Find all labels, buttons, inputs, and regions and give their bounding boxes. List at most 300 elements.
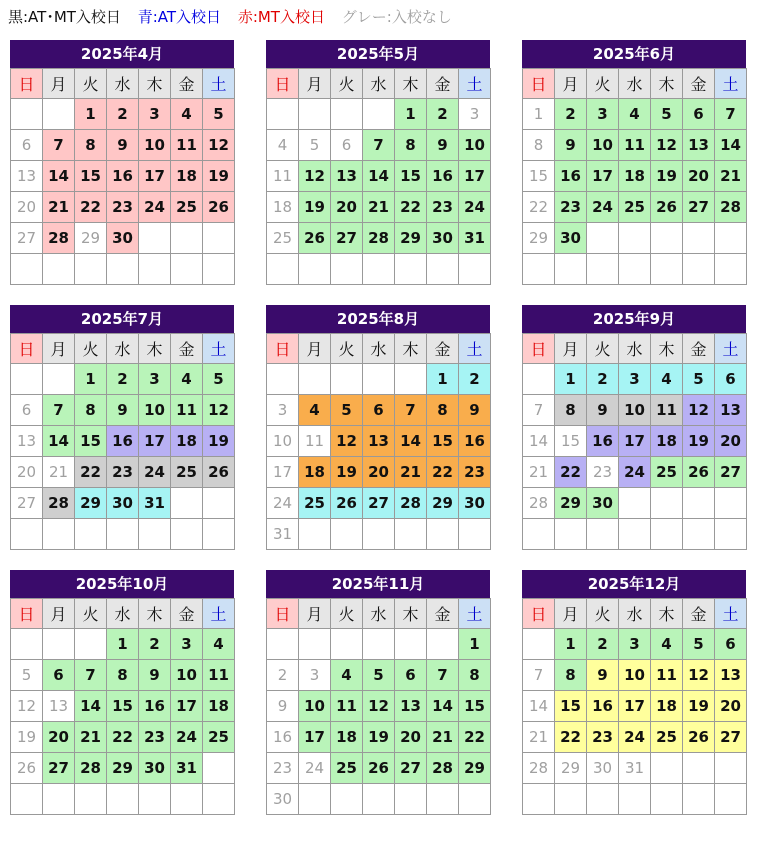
weekday-header: 木 (651, 69, 683, 99)
weekday-header: 日 (11, 334, 43, 364)
day-cell: 2 (587, 364, 619, 395)
day-cell: 19 (651, 161, 683, 192)
day-cell: 14 (75, 691, 107, 722)
empty-cell (395, 784, 427, 815)
day-cell: 25 (203, 722, 235, 753)
day-cell: 30 (107, 488, 139, 519)
day-cell: 8 (75, 395, 107, 426)
day-cell: 28 (363, 223, 395, 254)
day-cell: 15 (75, 426, 107, 457)
day-cell: 9 (107, 130, 139, 161)
day-cell: 5 (683, 629, 715, 660)
day-cell: 27 (11, 488, 43, 519)
day-cell: 1 (75, 364, 107, 395)
empty-cell (651, 488, 683, 519)
empty-cell (331, 784, 363, 815)
empty-cell (75, 254, 107, 285)
day-cell: 19 (683, 426, 715, 457)
day-cell: 5 (299, 130, 331, 161)
day-cell: 25 (619, 192, 651, 223)
empty-cell (363, 99, 395, 130)
day-cell: 28 (427, 753, 459, 784)
day-cell: 31 (171, 753, 203, 784)
day-cell: 15 (555, 426, 587, 457)
day-cell: 13 (683, 130, 715, 161)
empty-cell (139, 784, 171, 815)
day-cell: 23 (107, 457, 139, 488)
day-cell: 2 (107, 364, 139, 395)
day-cell: 27 (363, 488, 395, 519)
weekday-header: 月 (43, 599, 75, 629)
day-cell: 28 (395, 488, 427, 519)
empty-cell (267, 629, 299, 660)
day-cell: 12 (651, 130, 683, 161)
empty-cell (11, 364, 43, 395)
day-cell: 3 (139, 364, 171, 395)
day-cell: 8 (523, 130, 555, 161)
empty-cell (299, 254, 331, 285)
empty-cell (171, 784, 203, 815)
day-cell: 28 (523, 488, 555, 519)
day-cell: 18 (651, 691, 683, 722)
day-cell: 30 (587, 488, 619, 519)
day-cell: 1 (395, 99, 427, 130)
month-title: 2025年4月 (10, 40, 234, 68)
day-cell: 13 (395, 691, 427, 722)
day-cell: 3 (171, 629, 203, 660)
day-cell: 7 (43, 395, 75, 426)
day-cell: 4 (299, 395, 331, 426)
weekday-header: 火 (75, 69, 107, 99)
empty-cell (331, 629, 363, 660)
weekday-header: 日 (523, 69, 555, 99)
day-cell: 24 (299, 753, 331, 784)
day-cell: 10 (299, 691, 331, 722)
day-cell: 27 (715, 722, 747, 753)
empty-cell (555, 784, 587, 815)
day-cell: 11 (619, 130, 651, 161)
day-cell: 3 (139, 99, 171, 130)
weekday-header: 火 (587, 69, 619, 99)
day-cell: 31 (139, 488, 171, 519)
weekday-header: 土 (459, 334, 491, 364)
weekday-header: 日 (267, 334, 299, 364)
day-cell: 30 (459, 488, 491, 519)
day-cell: 24 (139, 192, 171, 223)
empty-cell (715, 488, 747, 519)
month-table (522, 598, 747, 815)
empty-cell (203, 784, 235, 815)
day-cell: 20 (43, 722, 75, 753)
month-title: 2025年5月 (266, 40, 490, 68)
empty-cell (523, 784, 555, 815)
day-cell: 29 (427, 488, 459, 519)
day-cell: 7 (427, 660, 459, 691)
month-title: 2025年9月 (522, 305, 746, 333)
empty-cell (523, 629, 555, 660)
empty-cell (363, 254, 395, 285)
empty-cell (523, 519, 555, 550)
day-cell: 25 (171, 192, 203, 223)
day-cell: 2 (587, 629, 619, 660)
day-cell: 30 (555, 223, 587, 254)
day-cell: 23 (459, 457, 491, 488)
day-cell: 10 (619, 395, 651, 426)
weekday-header: 水 (363, 69, 395, 99)
weekday-header: 金 (427, 599, 459, 629)
day-cell: 10 (139, 395, 171, 426)
legend-mt: 赤:MT入校日 (237, 8, 325, 26)
empty-cell (203, 753, 235, 784)
weekday-header: 月 (43, 69, 75, 99)
empty-cell (619, 488, 651, 519)
day-cell: 9 (459, 395, 491, 426)
day-cell: 13 (11, 161, 43, 192)
empty-cell (459, 254, 491, 285)
day-cell: 23 (427, 192, 459, 223)
empty-cell (139, 519, 171, 550)
empty-cell (139, 223, 171, 254)
day-cell: 15 (427, 426, 459, 457)
empty-cell (43, 99, 75, 130)
empty-cell (651, 784, 683, 815)
empty-cell (363, 629, 395, 660)
month-table (10, 68, 235, 285)
weekday-header: 火 (75, 334, 107, 364)
day-cell: 12 (363, 691, 395, 722)
month-title: 2025年6月 (522, 40, 746, 68)
day-cell: 15 (75, 161, 107, 192)
day-cell: 4 (619, 99, 651, 130)
empty-cell (203, 488, 235, 519)
day-cell: 13 (43, 691, 75, 722)
weekday-header: 土 (715, 334, 747, 364)
day-cell: 26 (299, 223, 331, 254)
weekday-header: 月 (299, 69, 331, 99)
empty-cell (395, 519, 427, 550)
weekday-header: 金 (683, 334, 715, 364)
day-cell: 7 (523, 660, 555, 691)
empty-cell (299, 519, 331, 550)
month-table (266, 333, 491, 550)
empty-cell (683, 519, 715, 550)
weekday-header: 火 (587, 334, 619, 364)
weekday-header: 水 (619, 334, 651, 364)
empty-cell (683, 488, 715, 519)
day-cell: 17 (587, 161, 619, 192)
empty-cell (427, 784, 459, 815)
day-cell: 24 (171, 722, 203, 753)
empty-cell (299, 99, 331, 130)
day-cell: 22 (107, 722, 139, 753)
empty-cell (107, 254, 139, 285)
day-cell: 30 (587, 753, 619, 784)
month-table (522, 333, 747, 550)
day-cell: 12 (331, 426, 363, 457)
day-cell: 22 (555, 722, 587, 753)
day-cell: 11 (299, 426, 331, 457)
day-cell: 29 (555, 488, 587, 519)
day-cell: 9 (587, 395, 619, 426)
day-cell: 18 (171, 161, 203, 192)
day-cell: 13 (331, 161, 363, 192)
day-cell: 26 (203, 192, 235, 223)
weekday-header: 日 (267, 599, 299, 629)
month-calendar (10, 40, 234, 285)
day-cell: 7 (395, 395, 427, 426)
weekday-header: 木 (395, 69, 427, 99)
day-cell: 22 (75, 457, 107, 488)
day-cell: 23 (267, 753, 299, 784)
day-cell: 21 (715, 161, 747, 192)
day-cell: 12 (203, 130, 235, 161)
day-cell: 6 (43, 660, 75, 691)
day-cell: 2 (555, 99, 587, 130)
day-cell: 30 (139, 753, 171, 784)
weekday-header: 土 (459, 69, 491, 99)
day-cell: 27 (331, 223, 363, 254)
day-cell: 21 (395, 457, 427, 488)
weekday-header: 水 (107, 69, 139, 99)
day-cell: 21 (75, 722, 107, 753)
day-cell: 16 (267, 722, 299, 753)
day-cell: 16 (587, 691, 619, 722)
day-cell: 29 (107, 753, 139, 784)
empty-cell (11, 519, 43, 550)
day-cell: 6 (331, 130, 363, 161)
day-cell: 3 (619, 629, 651, 660)
empty-cell (203, 254, 235, 285)
day-cell: 9 (107, 395, 139, 426)
day-cell: 24 (587, 192, 619, 223)
day-cell: 11 (331, 691, 363, 722)
empty-cell (171, 254, 203, 285)
empty-cell (203, 519, 235, 550)
day-cell: 16 (139, 691, 171, 722)
empty-cell (587, 519, 619, 550)
day-cell: 4 (651, 629, 683, 660)
day-cell: 1 (459, 629, 491, 660)
empty-cell (43, 784, 75, 815)
day-cell: 7 (43, 130, 75, 161)
day-cell: 1 (107, 629, 139, 660)
day-cell: 11 (267, 161, 299, 192)
day-cell: 20 (715, 426, 747, 457)
day-cell: 22 (395, 192, 427, 223)
day-cell: 1 (523, 99, 555, 130)
day-cell: 15 (395, 161, 427, 192)
day-cell: 21 (43, 457, 75, 488)
day-cell: 17 (299, 722, 331, 753)
day-cell: 2 (107, 99, 139, 130)
empty-cell (619, 223, 651, 254)
weekday-header: 金 (683, 599, 715, 629)
weekday-header: 水 (107, 334, 139, 364)
weekday-header: 木 (651, 599, 683, 629)
day-cell: 14 (363, 161, 395, 192)
empty-cell (523, 254, 555, 285)
day-cell: 1 (555, 364, 587, 395)
day-cell: 15 (459, 691, 491, 722)
day-cell: 18 (331, 722, 363, 753)
day-cell: 24 (267, 488, 299, 519)
day-cell: 26 (651, 192, 683, 223)
empty-cell (683, 223, 715, 254)
day-cell: 31 (267, 519, 299, 550)
weekday-header: 火 (331, 334, 363, 364)
day-cell: 6 (363, 395, 395, 426)
weekday-header: 水 (619, 599, 651, 629)
month-table (266, 598, 491, 815)
legend (8, 5, 464, 29)
weekday-header: 木 (139, 599, 171, 629)
weekday-header: 金 (171, 334, 203, 364)
day-cell: 19 (363, 722, 395, 753)
day-cell: 21 (363, 192, 395, 223)
day-cell: 27 (395, 753, 427, 784)
day-cell: 26 (683, 457, 715, 488)
empty-cell (267, 254, 299, 285)
day-cell: 2 (427, 99, 459, 130)
day-cell: 4 (651, 364, 683, 395)
month-table (10, 333, 235, 550)
day-cell: 29 (75, 223, 107, 254)
day-cell: 17 (267, 457, 299, 488)
empty-cell (75, 784, 107, 815)
day-cell: 22 (459, 722, 491, 753)
empty-cell (619, 784, 651, 815)
day-cell: 1 (555, 629, 587, 660)
day-cell: 4 (171, 364, 203, 395)
empty-cell (395, 629, 427, 660)
day-cell: 23 (555, 192, 587, 223)
day-cell: 5 (651, 99, 683, 130)
weekday-header: 金 (171, 69, 203, 99)
day-cell: 17 (459, 161, 491, 192)
day-cell: 3 (299, 660, 331, 691)
day-cell: 12 (683, 395, 715, 426)
day-cell: 27 (683, 192, 715, 223)
weekday-header: 日 (11, 599, 43, 629)
empty-cell (587, 784, 619, 815)
day-cell: 23 (587, 457, 619, 488)
weekday-header: 月 (43, 334, 75, 364)
weekday-header: 日 (11, 69, 43, 99)
weekday-header: 日 (523, 599, 555, 629)
day-cell: 18 (299, 457, 331, 488)
day-cell: 12 (299, 161, 331, 192)
day-cell: 14 (523, 426, 555, 457)
day-cell: 7 (715, 99, 747, 130)
empty-cell (11, 254, 43, 285)
day-cell: 6 (11, 130, 43, 161)
day-cell: 13 (363, 426, 395, 457)
day-cell: 7 (75, 660, 107, 691)
day-cell: 10 (459, 130, 491, 161)
day-cell: 19 (203, 426, 235, 457)
empty-cell (171, 223, 203, 254)
day-cell: 26 (363, 753, 395, 784)
day-cell: 27 (43, 753, 75, 784)
empty-cell (267, 99, 299, 130)
weekday-header: 火 (331, 69, 363, 99)
day-cell: 1 (427, 364, 459, 395)
empty-cell (427, 254, 459, 285)
day-cell: 16 (459, 426, 491, 457)
month-calendar (522, 40, 746, 285)
day-cell: 29 (459, 753, 491, 784)
month-table (10, 598, 235, 815)
month-table (266, 68, 491, 285)
empty-cell (715, 784, 747, 815)
day-cell: 16 (587, 426, 619, 457)
weekday-header: 水 (363, 599, 395, 629)
day-cell: 9 (555, 130, 587, 161)
day-cell: 21 (523, 457, 555, 488)
month-calendar (10, 305, 234, 550)
day-cell: 21 (427, 722, 459, 753)
day-cell: 9 (139, 660, 171, 691)
empty-cell (619, 519, 651, 550)
day-cell: 20 (395, 722, 427, 753)
day-cell: 1 (75, 99, 107, 130)
day-cell: 19 (203, 161, 235, 192)
empty-cell (299, 629, 331, 660)
day-cell: 26 (331, 488, 363, 519)
empty-cell (363, 784, 395, 815)
empty-cell (683, 254, 715, 285)
day-cell: 14 (43, 161, 75, 192)
day-cell: 20 (715, 691, 747, 722)
day-cell: 16 (107, 161, 139, 192)
empty-cell (651, 254, 683, 285)
month-title: 2025年12月 (522, 570, 746, 598)
month-calendar (522, 305, 746, 550)
day-cell: 22 (427, 457, 459, 488)
day-cell: 14 (715, 130, 747, 161)
weekday-header: 金 (427, 69, 459, 99)
day-cell: 12 (11, 691, 43, 722)
day-cell: 5 (363, 660, 395, 691)
weekday-header: 土 (459, 599, 491, 629)
day-cell: 2 (267, 660, 299, 691)
weekday-header: 月 (555, 334, 587, 364)
empty-cell (139, 254, 171, 285)
day-cell: 18 (203, 691, 235, 722)
day-cell: 10 (171, 660, 203, 691)
day-cell: 12 (203, 395, 235, 426)
empty-cell (395, 254, 427, 285)
empty-cell (683, 784, 715, 815)
day-cell: 14 (427, 691, 459, 722)
legend-both: 黒:AT･MT入校日 (8, 8, 121, 26)
day-cell: 25 (299, 488, 331, 519)
empty-cell (75, 629, 107, 660)
weekday-header: 土 (203, 334, 235, 364)
empty-cell (43, 254, 75, 285)
day-cell: 21 (43, 192, 75, 223)
weekday-header: 木 (395, 599, 427, 629)
day-cell: 25 (171, 457, 203, 488)
weekday-header: 土 (203, 599, 235, 629)
empty-cell (43, 364, 75, 395)
empty-cell (107, 784, 139, 815)
day-cell: 26 (203, 457, 235, 488)
empty-cell (427, 629, 459, 660)
day-cell: 11 (171, 395, 203, 426)
day-cell: 21 (523, 722, 555, 753)
day-cell: 11 (203, 660, 235, 691)
